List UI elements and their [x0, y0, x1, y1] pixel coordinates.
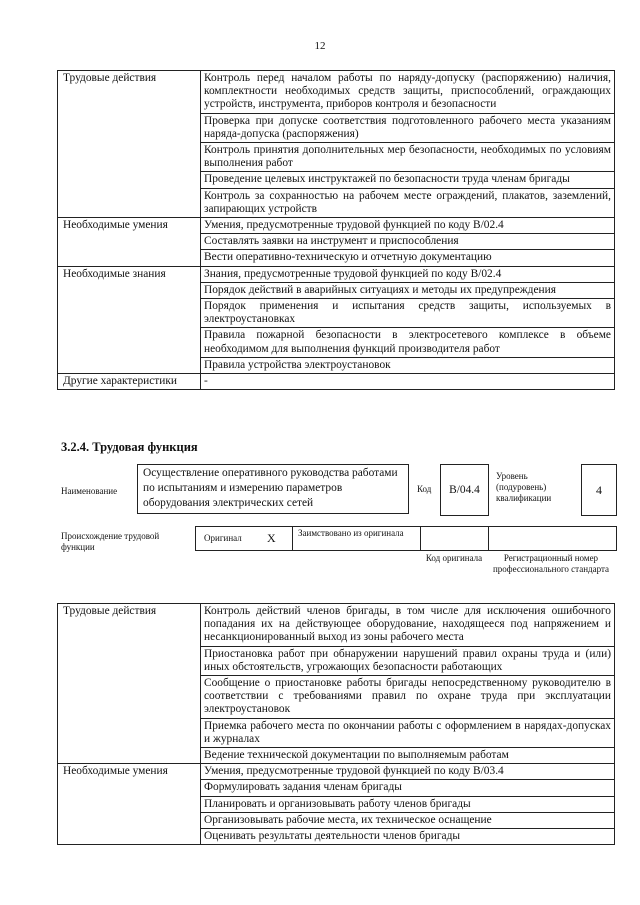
table-row [58, 604, 615, 647]
code-value: B/04.4 [440, 464, 489, 516]
origin-divider-2 [420, 527, 421, 550]
requirements-table-2 [57, 603, 615, 845]
borrowed-label: Заимствовано из оригинала [298, 528, 404, 538]
level-label: Уровень (подуровень) квалификации [496, 471, 552, 503]
row-item: Приостановка работ при обнаружении нарушений правил охраны труда и (или) иных обстоятельств, угрожающих безопасности работающих [201, 646, 615, 675]
page-number: 12 [314, 40, 326, 52]
row-item: Ведение технической документации по выполняемым работам [201, 748, 615, 764]
row-label: Трудовые действия [58, 71, 201, 218]
row-item: Контроль перед началом работы по наряду-допуску (распоряжению) наличия, комплектности необходимых средств защиты, приспособлений, ограждающих устройств, инструмента, приборов контроля и безопасности [201, 71, 615, 114]
reg-number-label: Регистрационный номер профессионального стандарта [492, 553, 610, 574]
row-label: Необходимые умения [58, 218, 201, 267]
function-name: Осуществление оперативного руководства работами по испытаниям и измерению параметров оборудования электрических сетей [137, 464, 409, 514]
table-row [58, 374, 615, 390]
origin-divider-3 [488, 527, 489, 550]
table-row [58, 71, 615, 114]
code-original-label: Код оригинала [425, 553, 483, 563]
origin-row [195, 526, 617, 551]
row-item: Приемка рабочего места по окончании работы с оформлением в нарядах-допусках и журналах [201, 718, 615, 747]
row-label: Необходимые умения [58, 764, 201, 845]
row-item: Умения, предусмотренные трудовой функцией по коду B/03.4 [201, 764, 615, 780]
table-row [58, 764, 615, 780]
row-item: Формулировать задания членам бригады [201, 780, 615, 796]
row-label: Трудовые действия [58, 604, 201, 764]
row-item: Контроль действий членов бригады, в том числе для исключения ошибочного попадания их на действующее оборудование, находящееся под напряжением и несанкционированный выход из зоны рабочего места [201, 604, 615, 647]
row-item: Порядок применения и испытания средств защиты, используемых в электроустановках [201, 299, 615, 328]
row-item: Проверка при допуске соответствия подготовленного рабочего места указаниям наряда-допуска (распоряжения) [201, 113, 615, 142]
code-label: Код [417, 484, 432, 494]
name-label: Наименование [61, 486, 118, 496]
row-item: Вести оперативно-техническую и отчетную документацию [201, 250, 615, 266]
row-item: Правила устройства электроустановок [201, 357, 615, 373]
row-item: Контроль принятия дополнительных мер безопасности, необходимых по условиям выполнения работ [201, 143, 615, 172]
row-item: Правила пожарной безопасности в электросетевого комплексе в объеме необходимом для выполнения функций производителя работ [201, 328, 615, 357]
row-item: Знания, предусмотренные трудовой функцией по коду B/02.4 [201, 266, 615, 282]
row-label: Другие характеристики [58, 374, 201, 390]
row-item: Оценивать результаты деятельности членов бригады [201, 829, 615, 845]
requirements-table-1 [57, 70, 615, 390]
row-item: Порядок действий в аварийных ситуациях и методы их предупреждения [201, 282, 615, 298]
row-item: - [201, 374, 615, 390]
origin-label: Происхождение трудовой функции [61, 531, 160, 552]
row-item: Составлять заявки на инструмент и приспособления [201, 234, 615, 250]
section-title: 3.2.4. Трудовая функция [61, 440, 198, 454]
row-item: Контроль за сохранностью на рабочем месте ограждений, плакатов, заземлений, запирающих устройств [201, 188, 615, 217]
row-item: Планировать и организовывать работу членов бригады [201, 796, 615, 812]
row-item: Проведение целевых инструктажей по безопасности труда членам бригады [201, 172, 615, 188]
row-item: Умения, предусмотренные трудовой функцией по коду B/02.4 [201, 218, 615, 234]
row-label: Необходимые знания [58, 266, 201, 373]
original-mark: X [267, 531, 276, 545]
original-label: Оригинал [204, 533, 242, 543]
origin-divider-1 [292, 527, 293, 550]
table-row [58, 218, 615, 234]
row-item: Организовывать рабочие места, их техническое оснащение [201, 812, 615, 828]
level-value: 4 [581, 464, 617, 516]
row-item: Сообщение о приостановке работы бригады непосредственному руководителю в соответствии с требованиями правил по охране труда при эксплуатации электроустановок [201, 676, 615, 719]
table-row [58, 266, 615, 282]
